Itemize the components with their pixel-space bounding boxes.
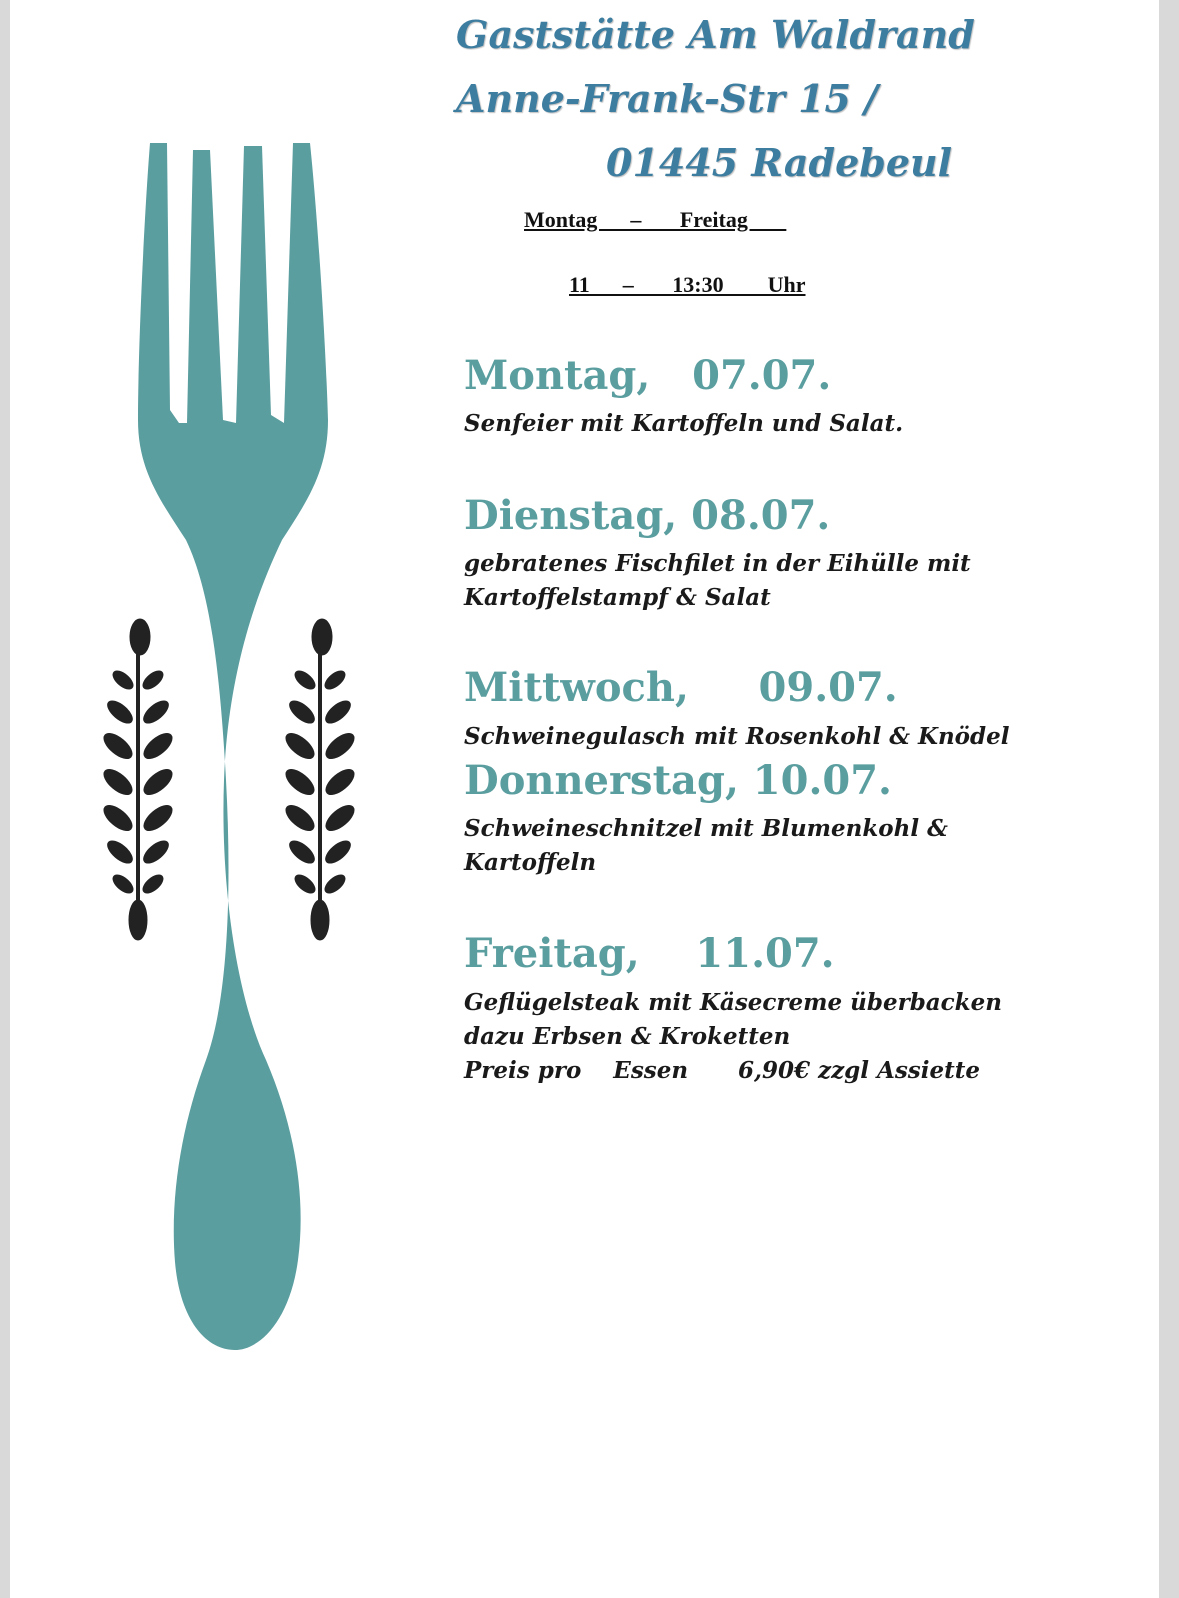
price-label: Preis pro Essen	[464, 1057, 689, 1084]
menu-page	[10, 0, 1159, 1598]
day-heading-thursday: Donnerstag, 10.07.	[464, 757, 892, 804]
meal-wednesday: Schweinegulasch mit Rosenkohl & Knödel	[464, 723, 1010, 750]
meal-monday: Senfeier mit Kartoffeln und Salat.	[464, 410, 904, 437]
price-value: 6,90€ zzgl Assiette	[738, 1057, 980, 1084]
day-heading-monday: Montag, 07.07.	[464, 352, 832, 399]
day-heading-friday: Freitag, 11.07.	[464, 930, 835, 977]
day-heading-tuesday: Dienstag, 08.07.	[464, 492, 831, 539]
meal-thursday-line2: Kartoffeln	[464, 849, 597, 876]
leaf-sprig-icon	[100, 619, 176, 940]
day-heading-wednesday: Mittwoch, 09.07.	[464, 664, 898, 711]
address-street: Anne-Frank-Str 15 /	[456, 76, 879, 121]
meal-tuesday-line1: gebratenes Fischfilet in der Eihülle mit	[464, 550, 971, 577]
opening-days: Montag – Freitag	[524, 207, 787, 232]
meal-tuesday-line2: Kartoffelstampf & Salat	[464, 584, 771, 611]
meal-thursday-line1: Schweineschnitzel mit Blumenkohl &	[464, 815, 948, 842]
meal-friday-line1: Geflügelsteak mit Käsecreme überbacken	[464, 989, 1002, 1016]
address-city: 01445 Radebeul	[606, 140, 953, 185]
leaf-sprig-icon	[282, 619, 358, 940]
restaurant-name: Gaststätte Am Waldrand	[456, 12, 975, 57]
meal-friday-line2: dazu Erbsen & Kroketten	[464, 1023, 791, 1050]
fork-illustration	[10, 0, 470, 1400]
opening-time: 11 – 13:30 Uhr	[569, 272, 806, 297]
